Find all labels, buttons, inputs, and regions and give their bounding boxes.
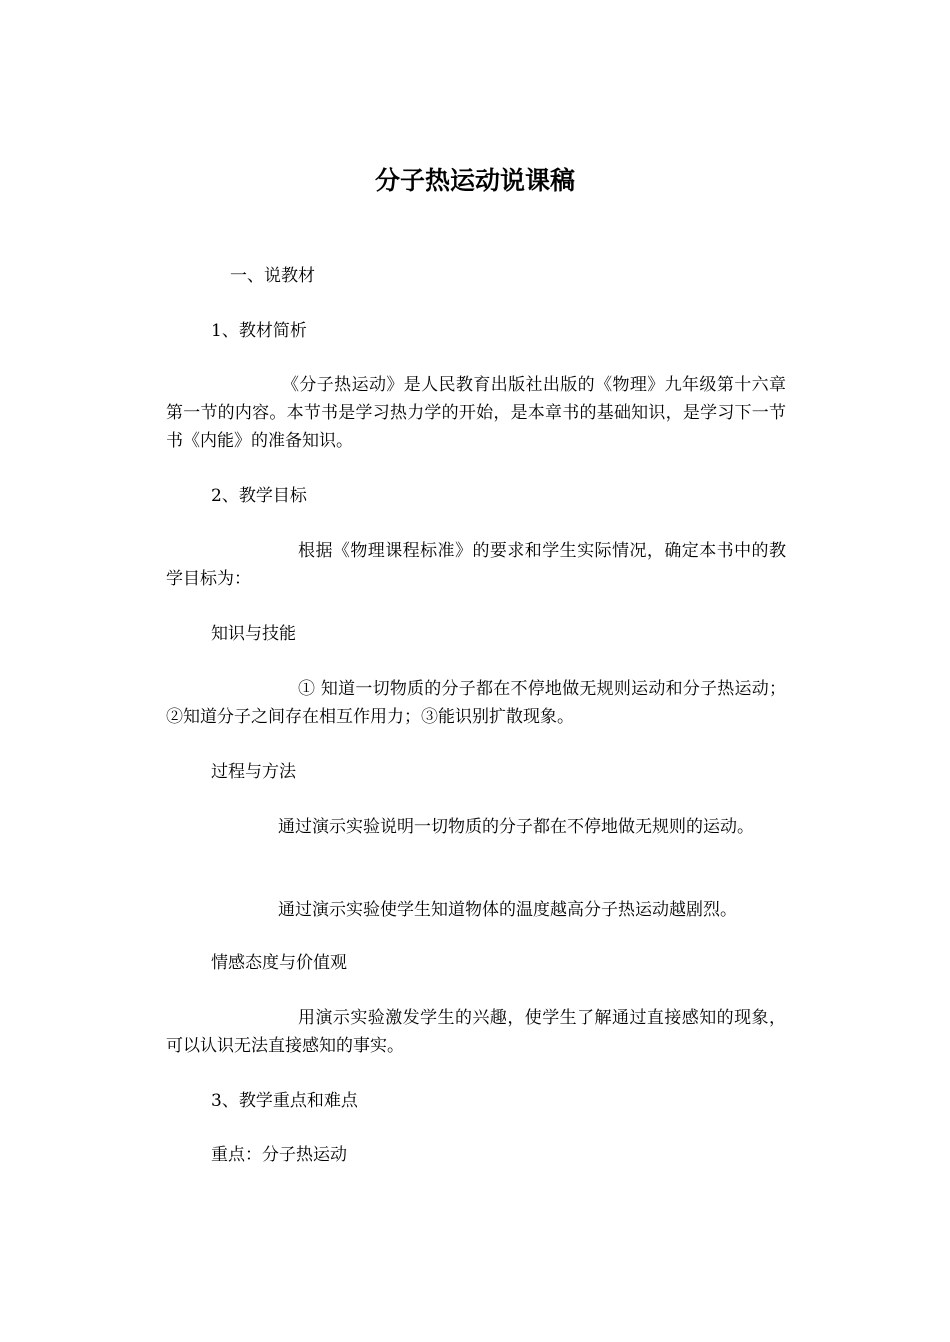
paragraph-emotion-values: 用演示实验激发学生的兴趣，使学生了解通过直接感知的现象，可以认识无法直接感知的事实。 [166, 1008, 786, 1056]
paragraph-material-analysis: 《分子热运动》是人民教育出版社出版的《物理》九年级第十六章第一节的内容。本节书是学习热力学的开始，是本章书的基础知识，是学习下一节书《内能》的准备知识。 [166, 375, 786, 451]
heading-process-method: 过程与方法 [211, 762, 296, 782]
heading-knowledge-skills: 知识与技能 [211, 624, 296, 644]
subheading-teaching-goals: 2、教学目标 [211, 486, 307, 506]
subheading-material-analysis: 1、教材简析 [211, 321, 307, 341]
paragraph-knowledge-skills: ① 知道一切物质的分子都在不停地做无规则运动和分子热运动；②知道分子之间存在相互作用力；③能识别扩散现象。 [166, 679, 786, 727]
subheading-key-difficult-points: 3、教学重点和难点 [211, 1091, 358, 1111]
document-title: 分子热运动说课稿 [374, 166, 575, 195]
paragraph-teaching-goals: 根据《物理课程标准》的要求和学生实际情况，确定本书中的教学目标为： [166, 541, 786, 589]
key-point-line: 重点：分子热运动 [211, 1145, 347, 1165]
paragraph-process-method-2: 通过演示实验使学生知道物体的温度越高分子热运动越剧烈。 [278, 900, 737, 920]
section-heading-teaching-material: 一、说教材 [230, 266, 315, 286]
paragraph-process-method-1: 通过演示实验说明一切物质的分子都在不停地做无规则的运动。 [278, 817, 754, 837]
heading-emotion-values: 情感态度与价值观 [211, 953, 347, 973]
